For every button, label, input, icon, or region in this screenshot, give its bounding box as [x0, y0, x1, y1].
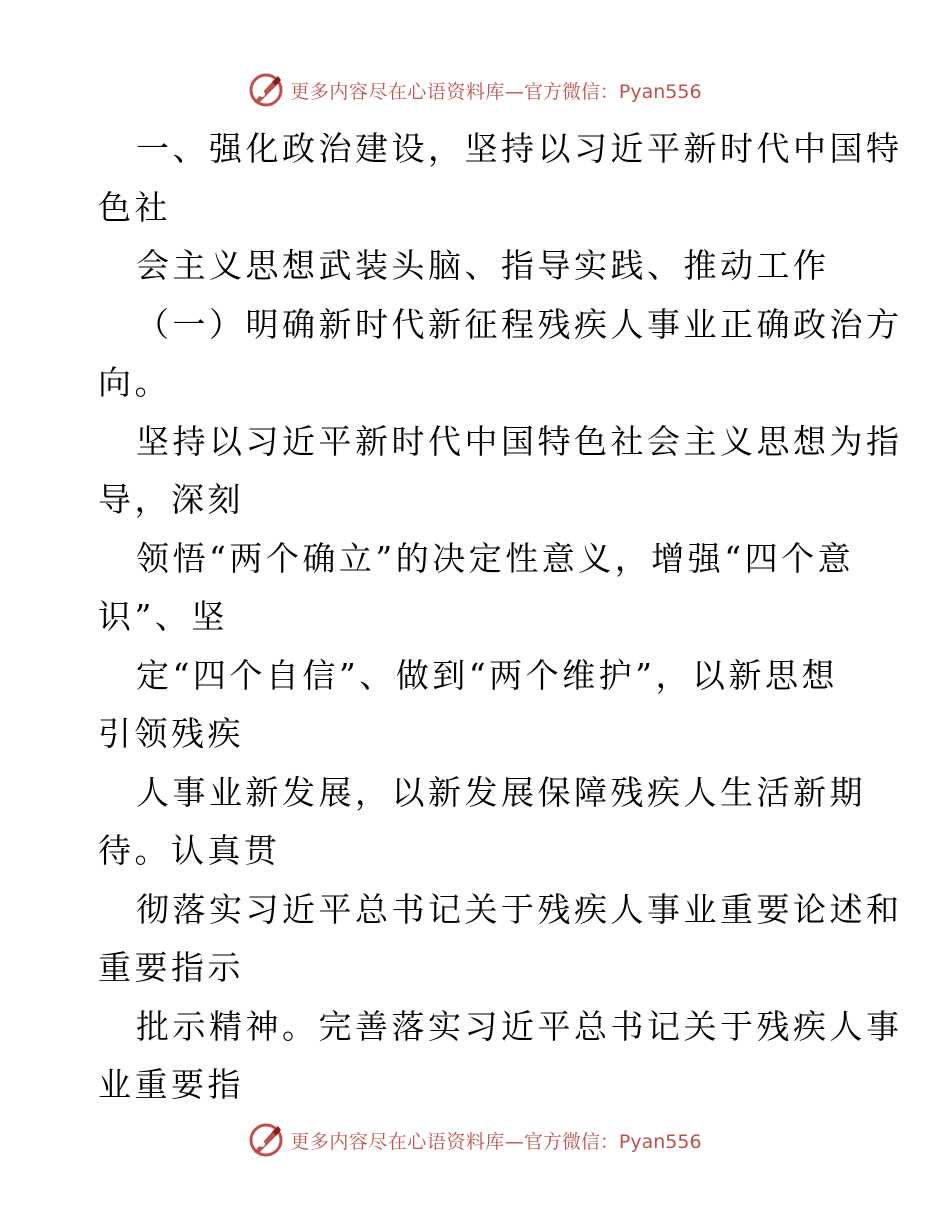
- text-line: 一、强化政治建设，坚持以习近平新时代中国特: [136, 129, 903, 168]
- text-line: 人事业新发展，以新发展保障残疾人生活新期: [136, 772, 866, 812]
- pen-logo-icon: [248, 1122, 284, 1158]
- watermark-contact-text: —官方微信：Pyan556: [504, 80, 702, 103]
- text-line: 彻落实习近平总书记关于残疾人事业重要论述和: [136, 889, 903, 929]
- text-line: 定“四个自信”、做到“两个维护”，以新思想: [136, 655, 838, 695]
- text-line: 重要指示: [98, 948, 244, 987]
- text-line: 待。认真贯: [98, 831, 281, 870]
- text-line: 批示精神。完善落实习近平总书记关于残疾人事: [136, 1006, 903, 1046]
- text-line: （一）明确新时代新征程残疾人事业正确政治方: [136, 304, 903, 344]
- text-line: 导，深刻: [98, 480, 244, 519]
- text-line: 业重要指: [98, 1065, 244, 1104]
- text-line: 会主义思想武装头脑、指导实践、推动工作: [136, 246, 830, 285]
- document-body: [98, 120, 903, 1115]
- text-line: 引领残疾: [98, 714, 244, 753]
- header-watermark: [0, 70, 950, 110]
- text-line: 识”、坚: [98, 597, 228, 636]
- text-line: 坚持以习近平新时代中国特色社会主义思想为指: [136, 421, 903, 461]
- pen-logo-icon: [248, 72, 284, 108]
- watermark-contact-text: —官方微信：Pyan556: [504, 1130, 702, 1153]
- text-line: 色社: [98, 187, 171, 227]
- footer-watermark: [0, 1120, 950, 1160]
- text-line: 向。: [98, 363, 171, 402]
- watermark-main-text: 更多内容尽在心语资料库: [290, 80, 505, 103]
- watermark-main-text: 更多内容尽在心语资料库: [290, 1130, 505, 1153]
- text-line: 领悟“两个确立”的决定性意义，增强“四个意: [136, 538, 855, 578]
